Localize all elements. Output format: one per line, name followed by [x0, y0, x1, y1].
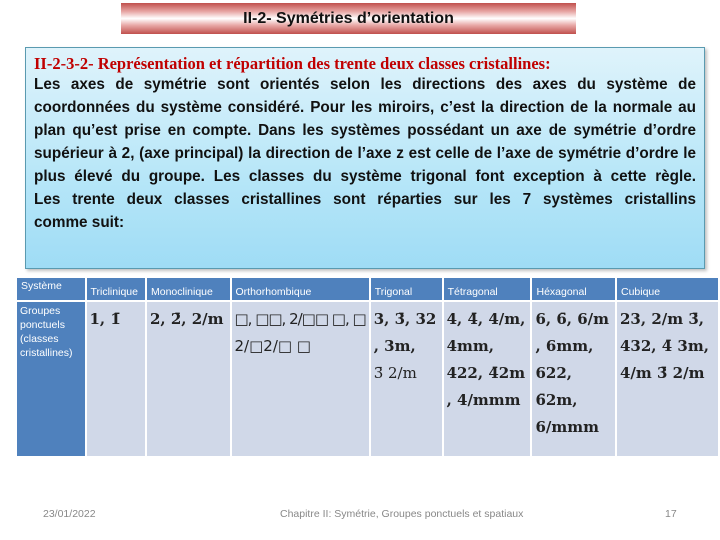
header-tetragonal: Tétragonal [444, 278, 531, 300]
header-orthorhombic: Orthorhombique [232, 278, 369, 300]
cell-trigonal [371, 302, 442, 456]
point-group-line: 23, 2/m 3̄, [620, 310, 704, 328]
paragraph-axes: Les axes de symétrie sont orientés selon les directions des axes du système de coordonnées du système considéré. Pour les miroirs, c’est la direction de la normale au plan qu’est prise en compte. Dans les systèmes possédant un axe de symétrie d’ordre supérieur à 2, (axe principal) la direction de l’axe z est celle de l’axe de symétrie d’ordre le plus élevé du groupe. Les classes du système trigonal font exception à cette règle. [34, 76, 696, 185]
cell-orthorhombic [232, 302, 369, 456]
point-group-line: 3̄ 2/m [373, 364, 417, 382]
cell-tetragonal [444, 302, 531, 456]
point-group-line: 432, 4̄ 3m, [620, 337, 709, 355]
point-group-line: 4mm, [446, 337, 494, 355]
point-group-line: 622, [535, 364, 573, 382]
header-cubic: Cubique [617, 278, 718, 300]
crystal-classes-table [15, 276, 720, 458]
slide-title-bar [121, 3, 576, 34]
table-header-row [17, 278, 718, 300]
point-group-line: 2/□2/□ □ [234, 337, 311, 355]
point-group-line: 6̄2m, [535, 391, 578, 409]
header-monoclinic: Monoclinique [147, 278, 230, 300]
header-trigonal: Trigonal [371, 278, 442, 300]
point-group-line: 6, 6̄, 6/m [535, 310, 610, 328]
point-group-line: 6/mmm [535, 418, 600, 436]
point-group-line: 1, 1̄ [89, 310, 121, 328]
point-group-line: 2, 2̄, 2/m [149, 310, 224, 328]
header-hexagonal: Héxagonal [532, 278, 615, 300]
header-triclinic: Triclinique [87, 278, 145, 300]
slide-title: II-2- Symétries d’orientation [243, 9, 454, 27]
footer-date: 23/01/2022 [43, 508, 96, 520]
section-heading: II-2-3-2- Représentation et répartition des trente deux classes cristallines: [34, 54, 551, 73]
point-group-line: 4, 4̄, 4/m, [446, 310, 526, 328]
point-group-line: , 6mm, [535, 337, 594, 355]
point-group-line: 422, 4̄2m [446, 364, 526, 382]
footer-chapter: Chapitre II: Symétrie, Groupes ponctuels et spatiaux [280, 508, 524, 520]
point-group-line: 3, 3̄, 32 [373, 310, 437, 328]
point-group-line: 4/m 3̄ 2/m [620, 364, 705, 382]
row-header-point-groups: Groupes ponctuels (classes cristallines) [17, 302, 85, 456]
cell-triclinic [87, 302, 145, 456]
point-group-line: , 4/mmm [446, 391, 521, 409]
paragraph-distribution: Les trente deux classes cristallines sont réparties sur les 7 systèmes cristallins [34, 191, 696, 208]
point-group-line: □, □□, 2/□□ □, □ [234, 310, 366, 328]
point-group-line: , 3m, [373, 337, 416, 355]
header-system: Système [17, 278, 85, 300]
cell-cubic [617, 302, 718, 456]
paragraph-distribution-end: comme suit: [34, 214, 125, 231]
footer-page-number: 17 [665, 508, 677, 520]
explanation-box [25, 47, 705, 269]
table-row [17, 302, 718, 456]
cell-hexagonal [532, 302, 615, 456]
cell-monoclinic [147, 302, 230, 456]
